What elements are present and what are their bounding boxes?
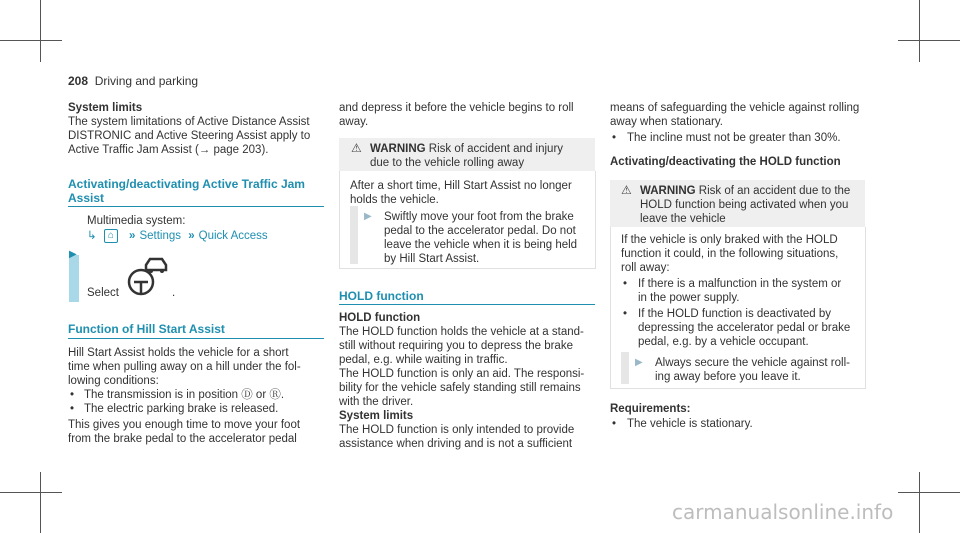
bullet-item: The incline must not be greater than 30%. xyxy=(627,132,841,144)
warning-body: function it could, in the following situations, xyxy=(621,248,839,260)
crop-mark xyxy=(898,492,960,493)
bullet-item: If the HOLD function is deactivated by xyxy=(638,308,832,320)
bullet-icon: • xyxy=(70,389,75,401)
crop-mark xyxy=(919,0,920,62)
select-label: Select xyxy=(87,287,119,299)
bullet-item: The electric parking brake is released. xyxy=(84,403,279,415)
body-line: The HOLD function holds the vehicle at a stand- xyxy=(339,326,584,338)
body-line: away when stationary. xyxy=(610,116,723,128)
bullet-item: depressing the accelerator pedal or brake xyxy=(638,322,851,334)
section-heading: Function of Hill Start Assist xyxy=(68,322,225,336)
crop-mark xyxy=(0,492,62,493)
body-line: and depress it before the vehicle begins to roll xyxy=(339,102,574,114)
warning-text: Risk of accident and injury xyxy=(428,143,564,155)
multimedia-label: Multimedia system: xyxy=(87,215,186,227)
nav-quick-access[interactable]: Quick Access xyxy=(198,230,268,243)
body-line: This gives you enough time to move your foot xyxy=(68,419,301,431)
warning-label: WARNING xyxy=(370,143,426,155)
warning-text: leave the vehicle xyxy=(640,213,726,225)
bullet-icon: • xyxy=(612,132,617,144)
subheading: Activating/deactivating the HOLD function xyxy=(610,156,841,168)
warning-text: Risk of an accident due to the xyxy=(698,185,851,197)
chevron-icon: » xyxy=(188,230,195,243)
section-rule xyxy=(68,338,324,339)
body-line: from the brake pedal to the accelerator pedal xyxy=(68,433,297,445)
bullet-item: in the power supply. xyxy=(638,292,740,304)
body-line: bility for the vehicle safely standing still remains xyxy=(339,382,581,394)
system-limits-heading: System limits xyxy=(68,102,143,114)
crop-mark xyxy=(0,40,62,41)
step-arrow-icon: ▶ xyxy=(69,249,77,260)
body-line: pedal, e.g. while waiting in traffic. xyxy=(339,354,508,366)
tip-text: Always secure the vehicle against roll- xyxy=(655,357,850,369)
bullet-icon: • xyxy=(623,308,628,320)
subheading: System limits xyxy=(339,410,414,422)
chevron-icon: » xyxy=(129,230,136,243)
warning-body: roll away: xyxy=(621,262,670,274)
section-title: Driving and parking xyxy=(94,74,199,88)
bullet-item: The transmission is in position Ⓓ or Ⓡ. xyxy=(84,389,285,401)
warning-title xyxy=(640,184,850,198)
warning-body: holds the vehicle. xyxy=(350,194,439,206)
system-limits-line: Active Traffic Jam Assist (→ page 203). xyxy=(68,144,269,156)
nav-settings[interactable]: Settings xyxy=(139,230,182,243)
tip-arrow-icon: ▶ xyxy=(635,357,643,368)
subheading: HOLD function xyxy=(339,312,421,324)
bullet-icon: • xyxy=(623,278,628,290)
warning-label: WARNING xyxy=(640,185,696,197)
select-end: . xyxy=(172,287,176,299)
warning-body: After a short time, Hill Start Assist no longer xyxy=(350,180,572,192)
body-line: with the driver. xyxy=(339,396,414,408)
tip-text: Swiftly move your foot from the brake xyxy=(384,211,574,223)
tip-bar xyxy=(621,352,629,384)
body-line: The HOLD function is only intended to provide xyxy=(339,424,575,436)
tip-text: leave the vehicle when it is being held xyxy=(384,239,578,251)
warning-triangle-icon: ⚠ xyxy=(621,183,632,197)
return-arrow-icon: ↳ xyxy=(87,230,97,243)
warning-title xyxy=(370,142,563,156)
bullet-icon: • xyxy=(612,418,617,430)
subheading: Requirements: xyxy=(610,403,691,415)
bullet-item: The vehicle is stationary. xyxy=(627,418,753,430)
body-line: The HOLD function is only an aid. The responsi- xyxy=(339,368,585,380)
nav-path xyxy=(87,229,268,243)
section-rule xyxy=(339,304,595,305)
warning-text: due to the vehicle rolling away xyxy=(370,157,525,169)
body-line: assistance when driving and is not a sufficient xyxy=(339,438,573,450)
tip-arrow-icon: ▶ xyxy=(364,211,372,222)
section-rule xyxy=(68,206,324,207)
body-line: Hill Start Assist holds the vehicle for a short xyxy=(68,347,289,359)
page-number: 208 xyxy=(68,74,89,88)
tip-text: ing away before you leave it. xyxy=(655,371,801,383)
system-limits-line: DISTRONIC and Active Steering Assist apply to xyxy=(68,130,311,142)
watermark: carmanualsonline.info xyxy=(672,500,894,524)
crop-mark xyxy=(40,0,41,62)
bullet-icon: • xyxy=(70,403,75,415)
page-header xyxy=(68,74,198,88)
bullet-item: If there is a malfunction in the system or xyxy=(638,278,842,290)
section-heading: Assist xyxy=(68,191,105,205)
crop-mark xyxy=(919,472,920,533)
traffic-jam-assist-icon xyxy=(124,255,168,299)
warning-triangle-icon: ⚠ xyxy=(351,141,362,155)
home-icon[interactable]: ⌂ xyxy=(104,229,118,243)
bullet-item: pedal, e.g. by a vehicle occupant. xyxy=(638,336,809,348)
body-line: time when pulling away on a hill under the fol- xyxy=(68,361,301,373)
body-line: still without requiring you to depress the brake xyxy=(339,340,573,352)
body-line: away. xyxy=(339,116,369,128)
tip-text: pedal to the accelerator pedal. Do not xyxy=(384,225,576,237)
section-heading: Activating/deactivating Active Traffic Jam xyxy=(68,177,305,191)
crop-mark xyxy=(898,40,960,41)
step-bar xyxy=(69,255,79,302)
system-limits-line: The system limitations of Active Distance Assist xyxy=(68,116,310,128)
warning-text: HOLD function being activated when you xyxy=(640,199,849,211)
warning-body: If the vehicle is only braked with the HOLD xyxy=(621,234,838,246)
tip-text: by Hill Start Assist. xyxy=(384,253,480,265)
body-line: means of safeguarding the vehicle against rolling xyxy=(610,102,860,114)
body-line: lowing conditions: xyxy=(68,375,159,387)
section-heading: HOLD function xyxy=(339,289,424,303)
tip-bar xyxy=(350,206,358,264)
crop-mark xyxy=(40,472,41,533)
